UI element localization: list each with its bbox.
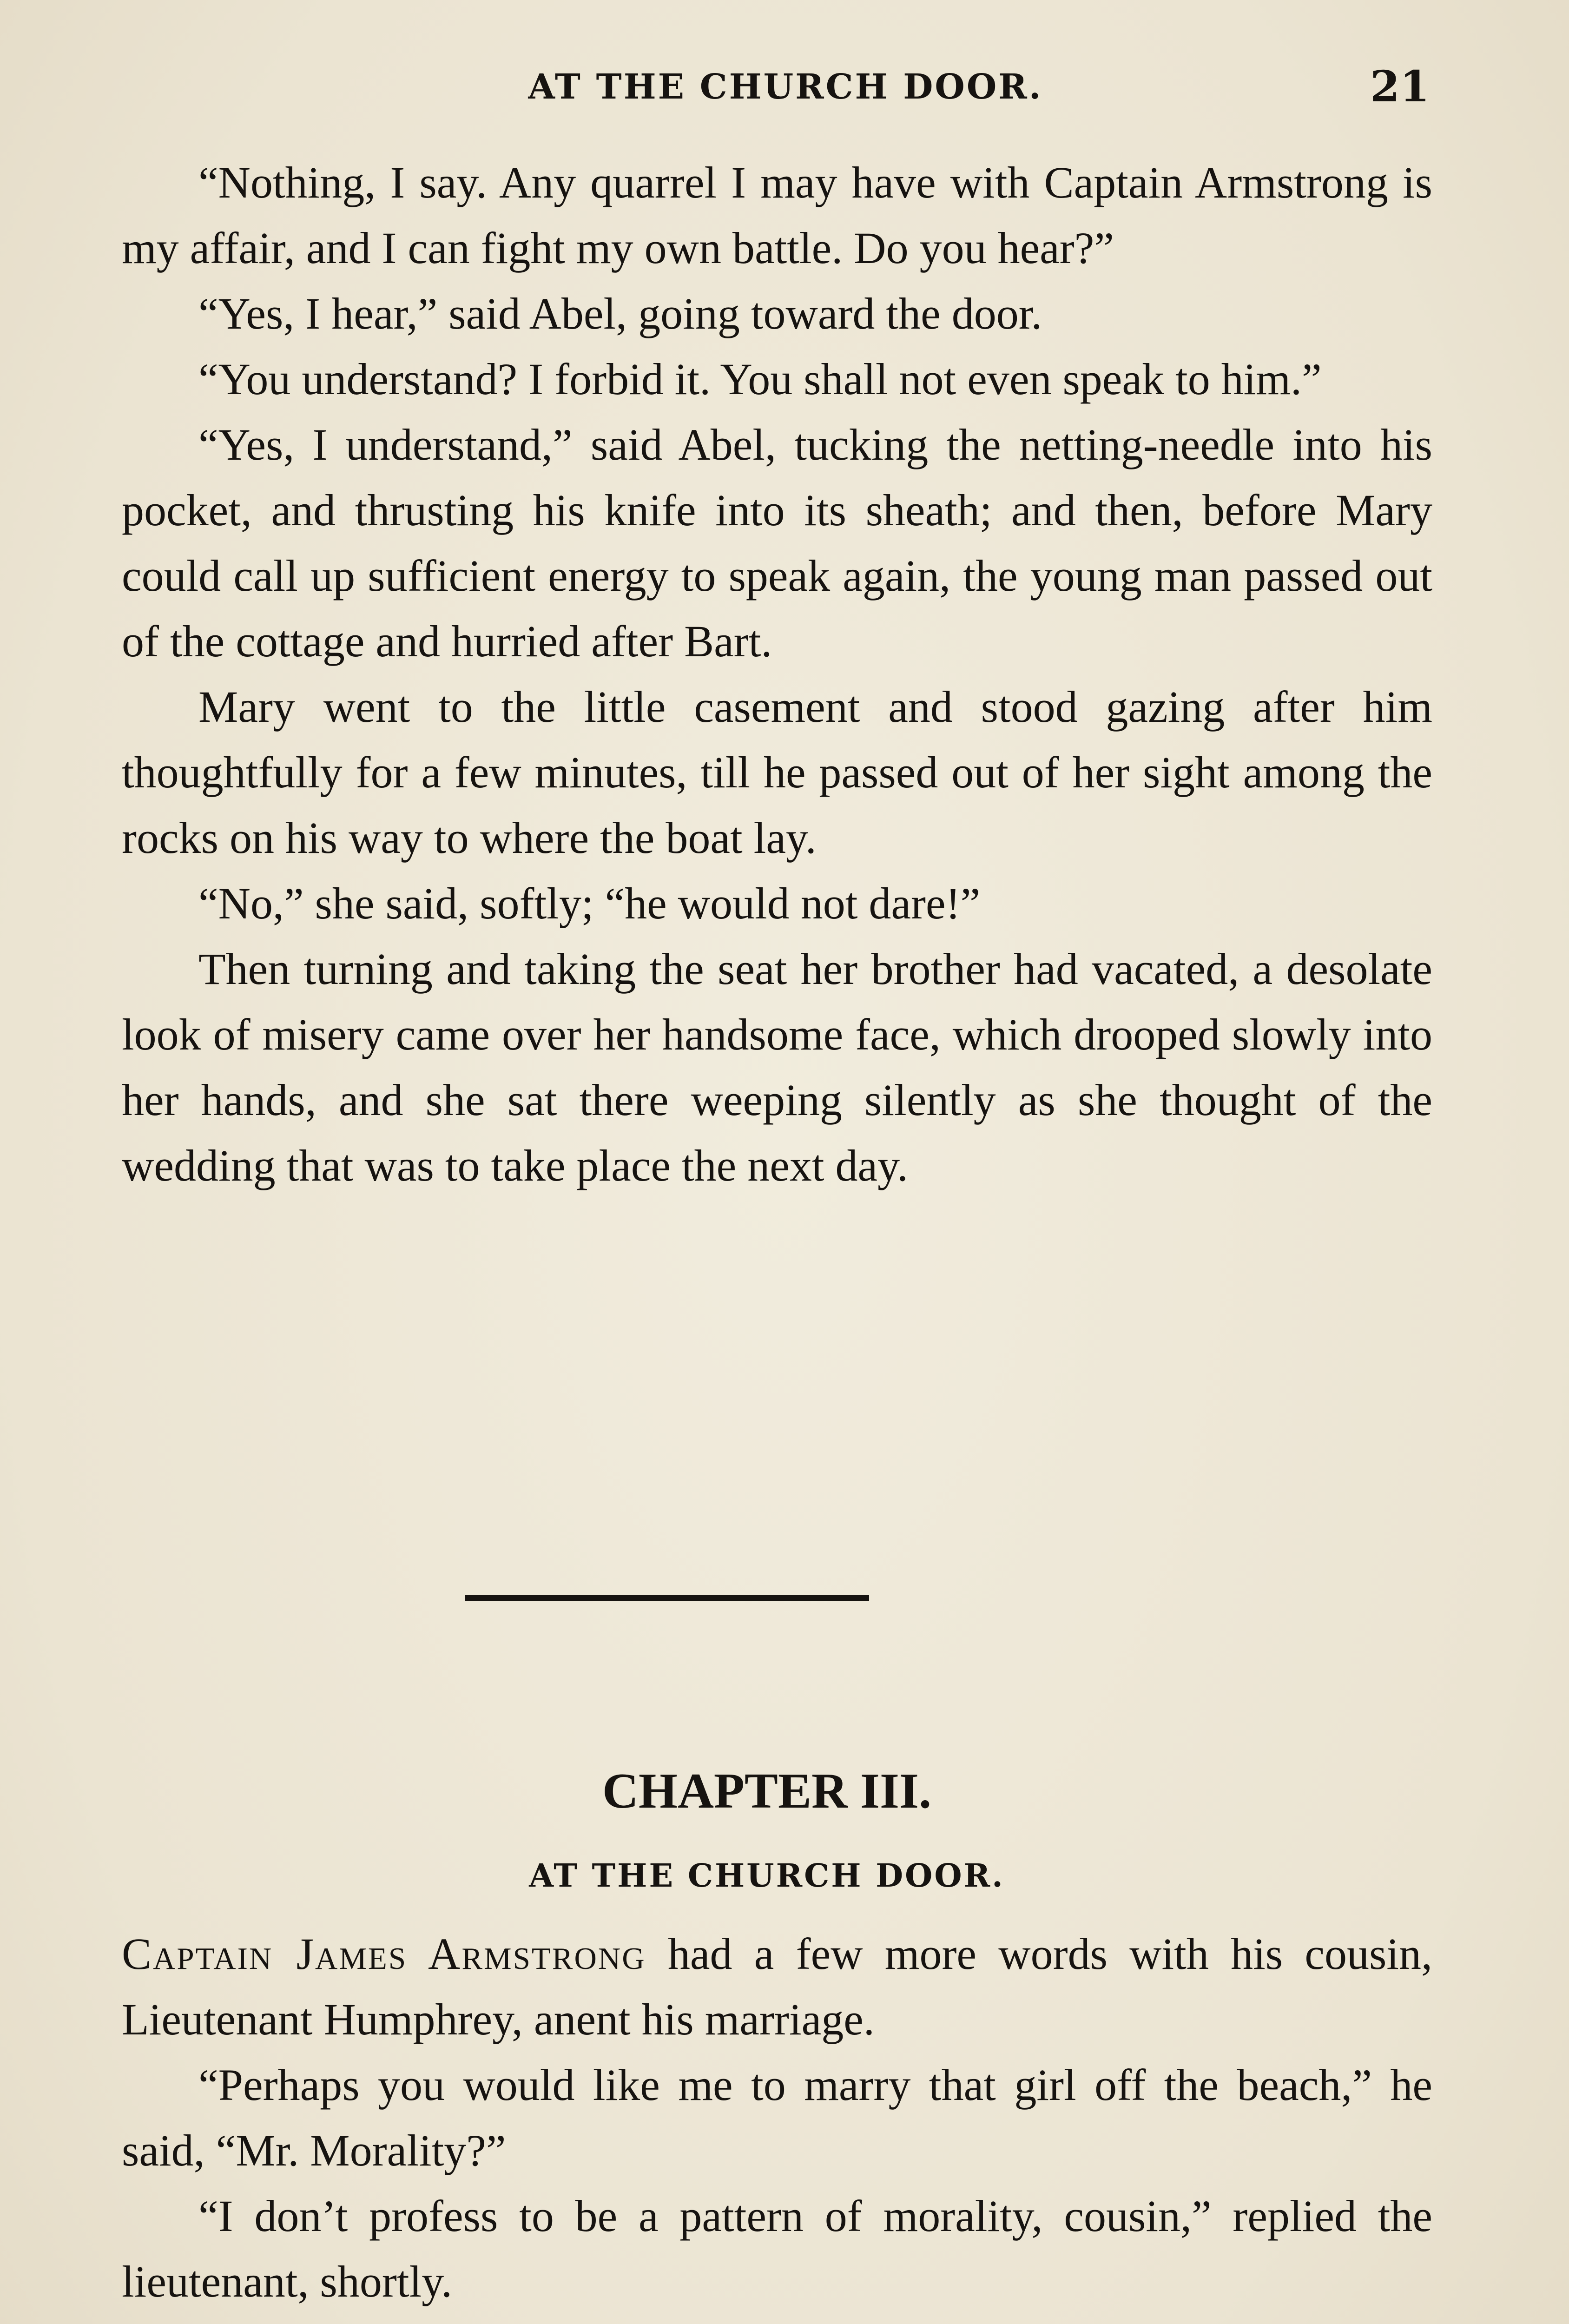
paragraph: “Yes, I understand,” said Abel, tucking the netting-needle into his pocket, and thrusting his knife into its sheath; and then, before Mary could call up sufficient energy to speak again, the young man passed out of the cottage and hurried after Bart. xyxy=(122,420,1432,666)
paragraph: “Yes, I hear,” said Abel, going toward the door. xyxy=(198,289,1042,338)
section-divider-rule xyxy=(465,1595,869,1601)
chapter-subtitle: AT THE CHURCH DOOR. xyxy=(529,1857,1005,1895)
chapter-opening-smallcaps: Captain James Armstrong xyxy=(122,1929,646,1979)
paragraph: “No,” she said, softly; “he would not dare!” xyxy=(198,878,981,928)
paragraph: “Nothing, I say. Any quarrel I may have with Captain Armstrong is my affair, and I can fight my own battle. Do you hear?” xyxy=(122,158,1432,273)
page-number: 21 xyxy=(1370,61,1430,112)
paragraph: Mary went to the little casement and stood gazing after him thoughtfully for a few minutes, till he passed out of her sight among the rocks on his way to where the boat lay. xyxy=(122,682,1432,863)
paragraph: “Perhaps you would like me to marry that girl off the beach,” he said, “Mr. Morality?” xyxy=(122,2060,1432,2175)
text-block-after xyxy=(122,1921,1432,2314)
chapter-opening-paragraph xyxy=(122,1921,1432,2052)
paragraph: “I don’t profess to be a pattern of morality, cousin,” replied the lieutenant, shortly. xyxy=(122,2191,1432,2306)
running-head: AT THE CHURCH DOOR. xyxy=(528,67,1043,107)
text-block-before xyxy=(122,150,1432,1198)
paragraph: Then turning and taking the seat her brother had vacated, a desolate look of misery came over her handsome face, which drooped slowly into her hands, and she sat there weeping silently as she thought of the wedding that was to take place the next day. xyxy=(122,944,1432,1190)
chapter-title: CHAPTER III. xyxy=(602,1763,932,1819)
chapter-opening-rest: had a few more words with his cousin, Lieutenant Humphrey, anent his marriage. xyxy=(122,1929,1433,2044)
paragraph: “You understand? I forbid it. You shall not even speak to him.” xyxy=(198,354,1322,404)
